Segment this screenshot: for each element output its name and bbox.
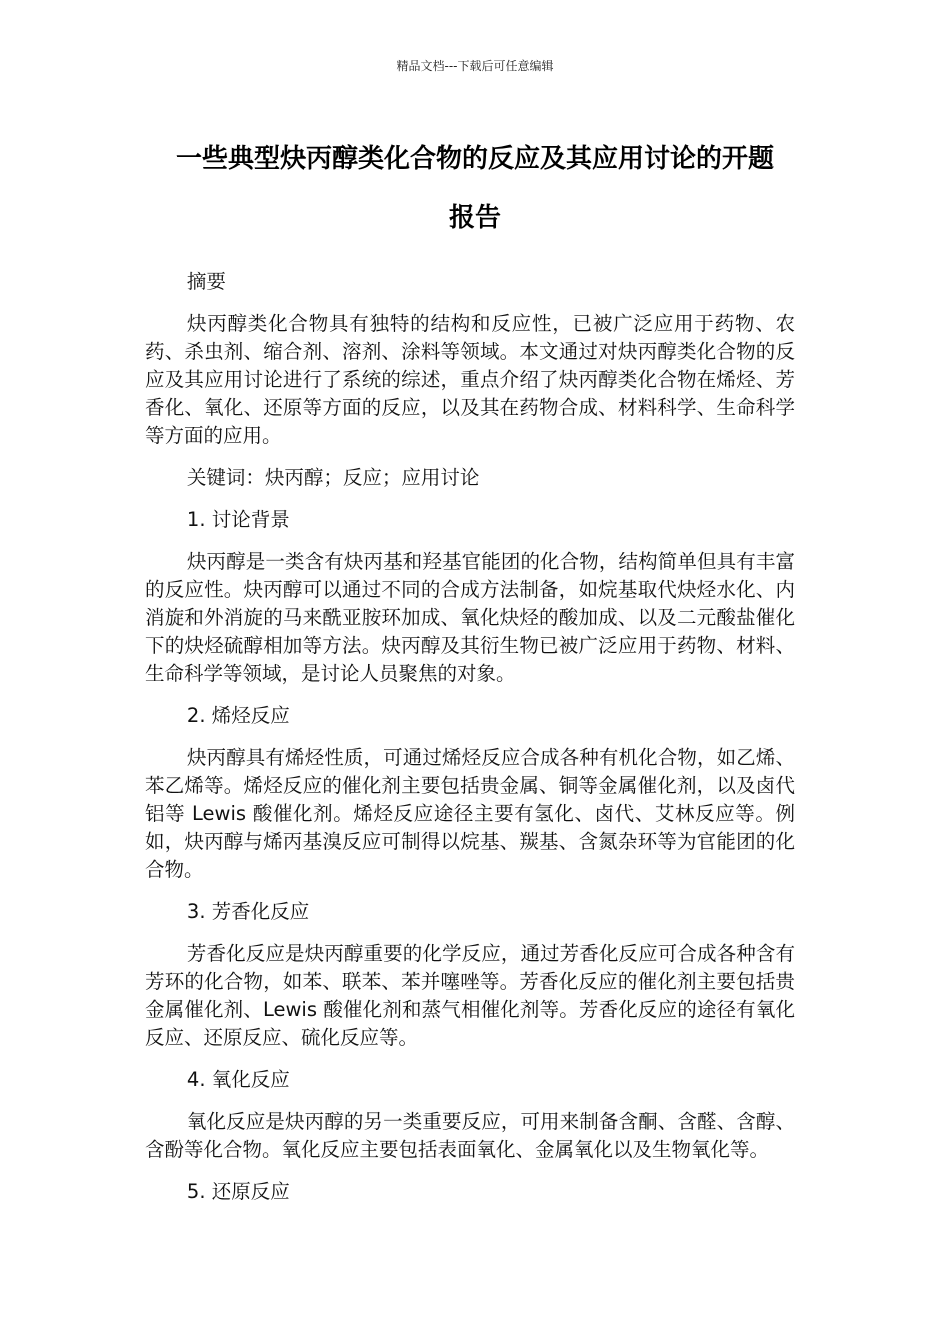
section-paragraph: 炔丙醇具有烯烃性质，可通过烯烃反应合成各种有机化合物，如乙烯、苯乙烯等。烯烃反应的催化剂主要包括贵金属、铜等金属催化剂，以及卤代铝等 Lewis 酸催化剂。烯烃反应途径主要有氢化、卤代、艾林反应等。例如，炔丙醇与烯丙基溴反应可制得以烷基、羰基、含氮杂环等为官能团的化合物。 [145,746,795,881]
document-title [130,130,820,248]
page-header: 精品文档---下载后可任意编辑 [396,59,554,73]
abstract-heading: 摘要 [186,270,226,293]
section-heading: 3. 芳香化反应 [186,900,310,923]
section-paragraph: 氧化反应是炔丙醇的另一类重要反应，可用来制备含酮、含醛、含醇、含酚等化合物。氧化反应主要包括表面氧化、金属氧化以及生物氧化等。 [145,1110,795,1161]
title-line-2: 报告 [448,203,501,233]
section-paragraph: 炔丙醇是一类含有炔丙基和羟基官能团的化合物，结构简单但具有丰富的反应性。炔丙醇可以通过不同的合成方法制备，如烷基取代炔烃水化、内消旋和外消旋的马来酰亚胺环加成、氧化炔烃的酸加成、以及二元酸盐催化下的炔烃硫醇相加等方法。炔丙醇及其衍生物已被广泛应用于药物、材料、生命科学等领域，是讨论人员聚焦的对象。 [145,550,795,685]
section-paragraph: 芳香化反应是炔丙醇重要的化学反应，通过芳香化反应可合成各种含有芳环的化合物，如苯、联苯、苯并噻唑等。芳香化反应的催化剂主要包括贵金属催化剂、Lewis 酸催化剂和蒸气相催化剂等。芳香化反应的途径有氧化反应、还原反应、硫化反应等。 [145,942,795,1049]
document-body [145,268,795,1220]
section-heading: 5. 还原反应 [186,1180,290,1203]
keywords-line: 关键词：炔丙醇；反应；应用讨论 [186,466,480,489]
section-heading: 1. 讨论背景 [186,508,290,531]
title-line-1: 一些典型炔丙醇类化合物的反应及其应用讨论的开题 [175,144,774,174]
abstract-paragraph: 炔丙醇类化合物具有独特的结构和反应性，已被广泛应用于药物、农药、杀虫剂、缩合剂、溶剂、涂料等领域。本文通过对炔丙醇类化合物的反应及其应用讨论进行了系统的综述，重点介绍了炔丙醇类化合物在烯烃、芳香化、氧化、还原等方面的反应，以及其在药物合成、材料科学、生命科学等方面的应用。 [145,312,795,447]
section-heading: 2. 烯烃反应 [186,704,290,727]
section-heading: 4. 氧化反应 [186,1068,290,1091]
